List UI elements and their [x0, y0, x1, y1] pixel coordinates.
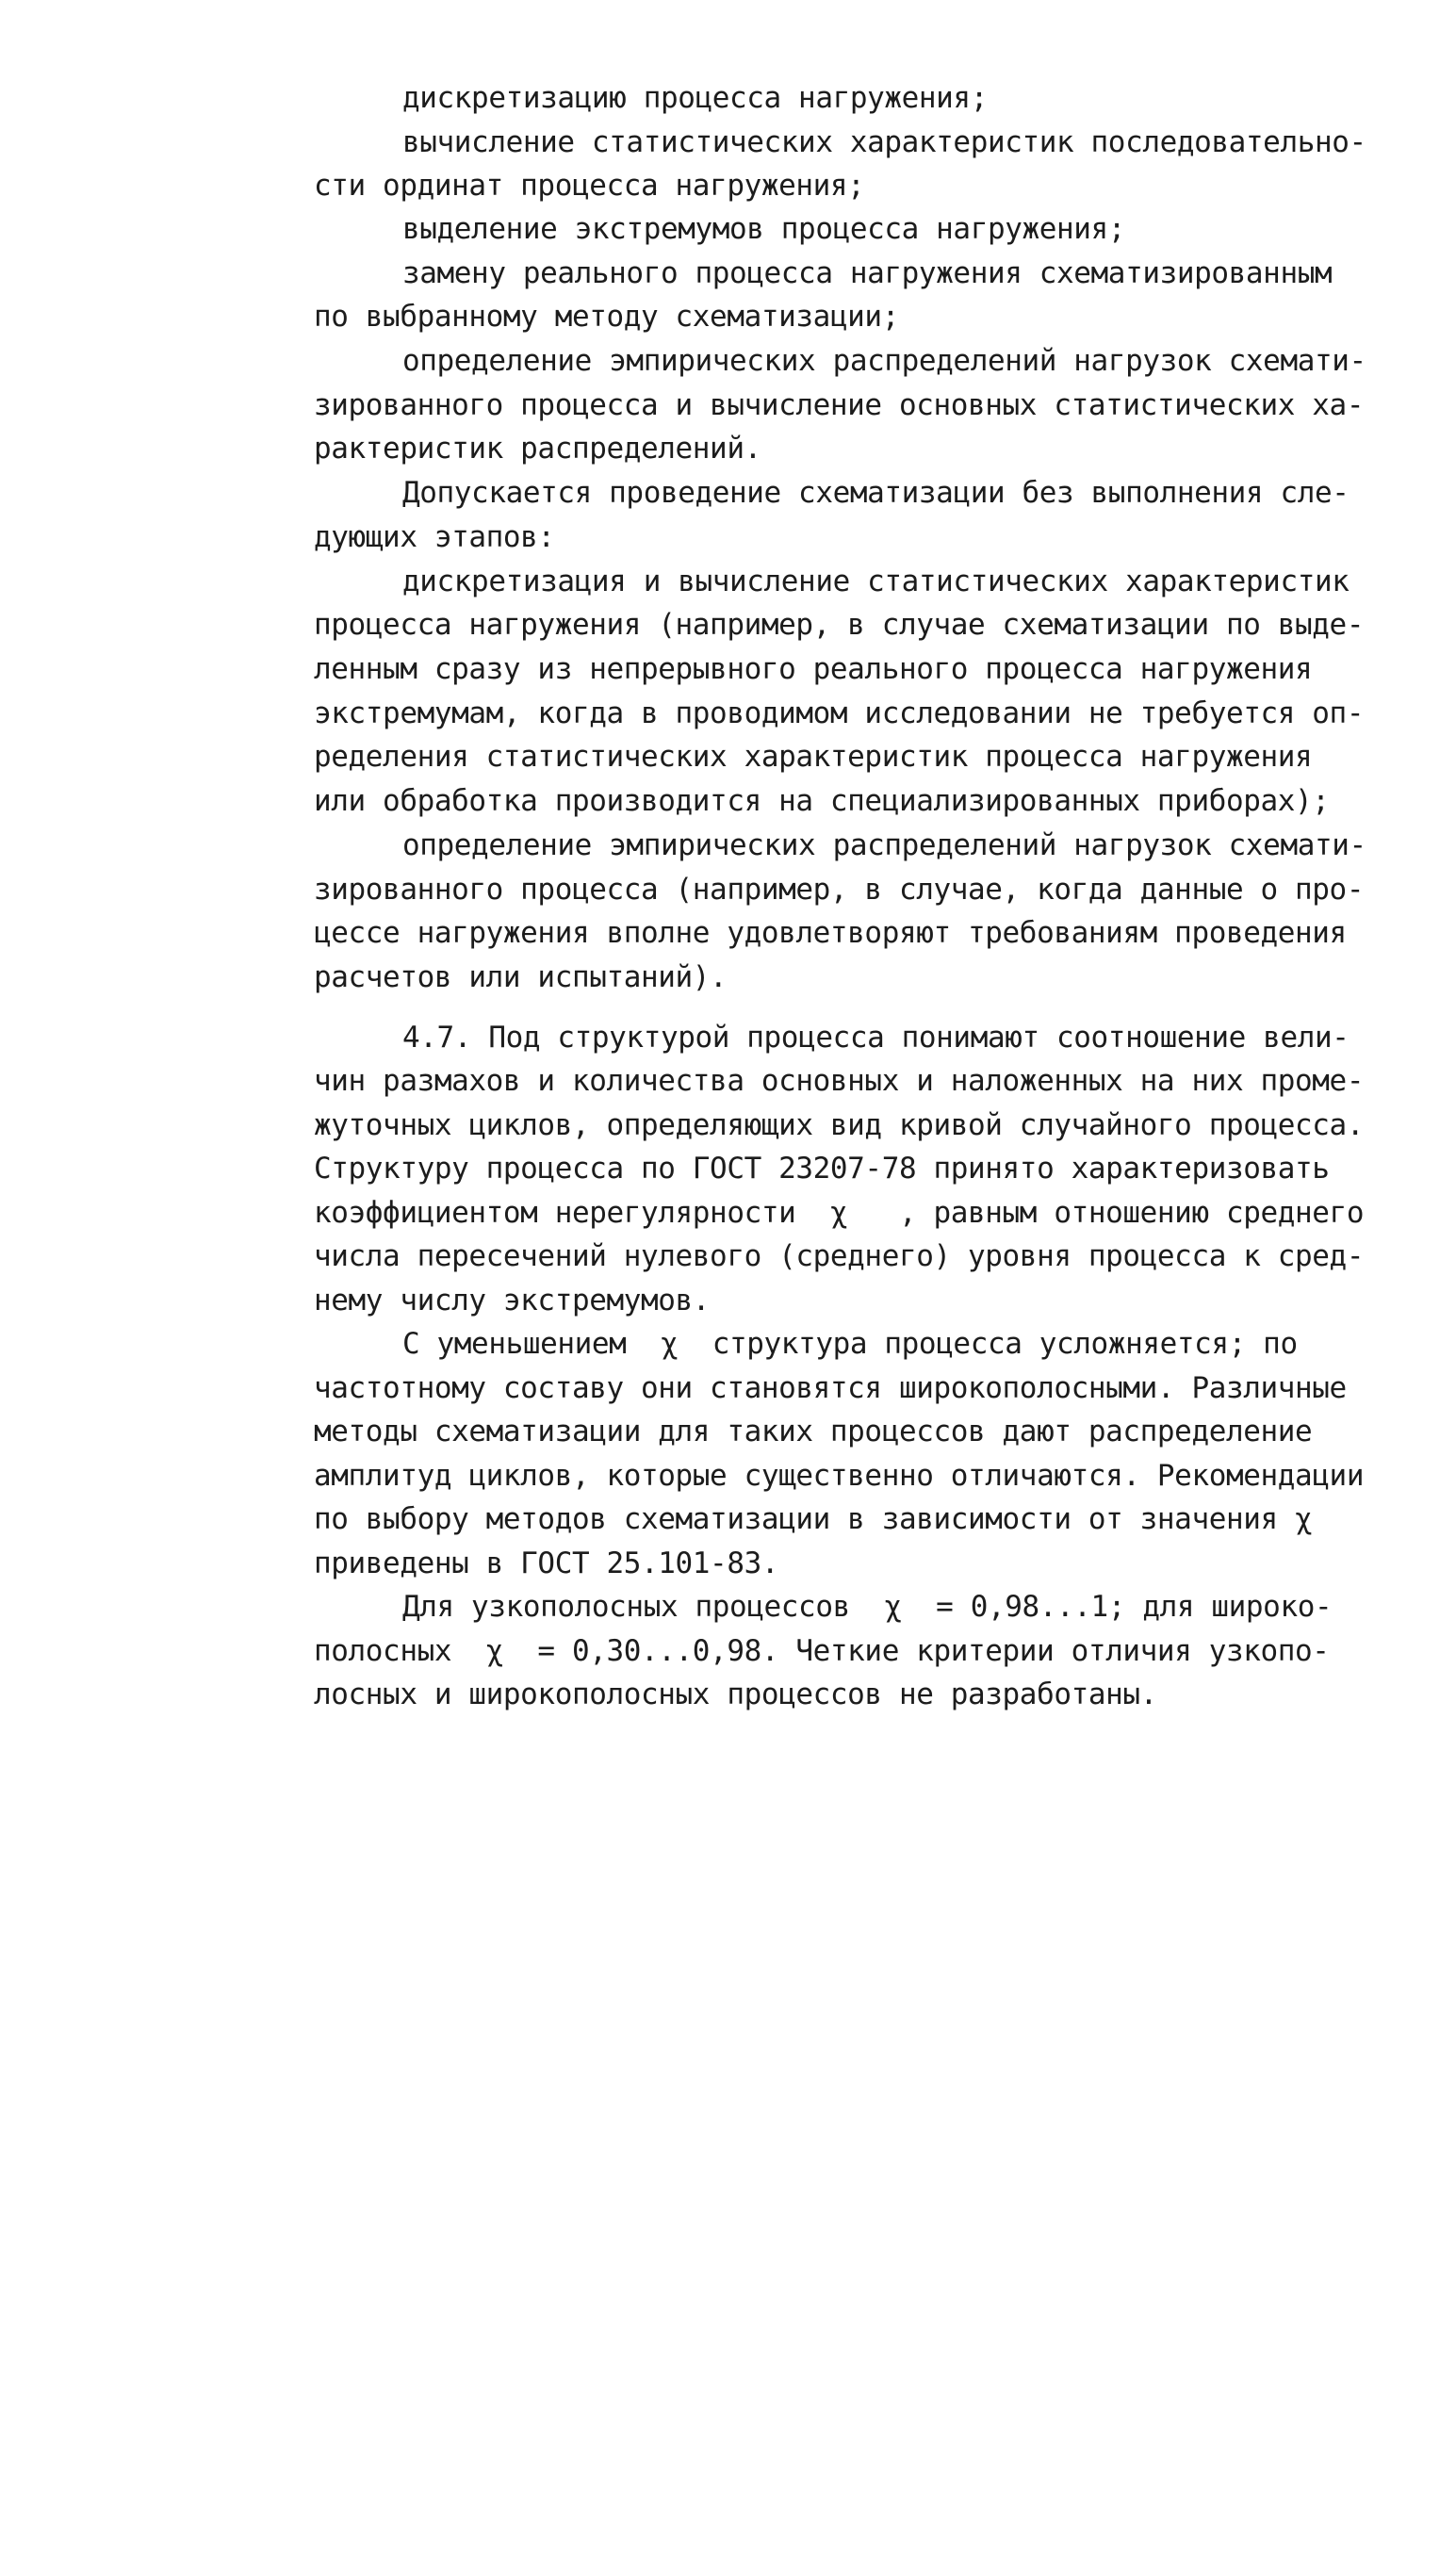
text-line: по выбору методов схематизации в зависимости от значения χ	[314, 1502, 1313, 1536]
text-line: расчетов или испытаний).	[314, 960, 728, 994]
text-line: дискретизацию процесса нагружения;	[402, 81, 988, 115]
text-line: частотному составу они становятся широкополосными. Различные	[314, 1371, 1347, 1405]
text-line: Структуру процесса по ГОСТ 23207-78 принято характеризовать	[314, 1152, 1330, 1186]
text-line: определение эмпирических распределений нагрузок схемати-	[402, 344, 1366, 378]
text-line: рактеристик распределений.	[314, 432, 761, 466]
text-line: по выбранному методу схематизации;	[314, 300, 899, 334]
text-line: приведены в ГОСТ 25.101-83.	[314, 1546, 779, 1580]
text-line: сти ординат процесса нагружения;	[314, 169, 865, 203]
text-line: амплитуд циклов, которые существенно отличаются. Рекомендации	[314, 1459, 1365, 1493]
text-line: выделение экстремумов процесса нагружения;	[402, 212, 1126, 246]
text-line: вычисление статистических характеристик последовательно-	[402, 125, 1366, 159]
text-line: жуточных циклов, определяющих вид кривой случайного процесса.	[314, 1108, 1365, 1142]
text-line: или обработка производится на специализированных приборах);	[314, 784, 1330, 818]
text-line: дискретизация и вычисление статистических характеристик	[402, 565, 1350, 598]
text-line: 4.7. Под структурой процесса понимают соотношение вели-	[402, 1021, 1350, 1055]
text-line: лосных и широкополосных процессов не разработаны.	[314, 1677, 1157, 1711]
text-line: цессе нагружения вполне удовлетворяют требованиям проведения	[314, 916, 1347, 950]
text-line: зированного процесса (например, в случае, когда данные о про-	[314, 873, 1365, 907]
text-line: методы схематизации для таких процессов дают распределение	[314, 1415, 1313, 1448]
text-line: С уменьшением χ структура процесса усложняется; по	[402, 1327, 1298, 1361]
text-line: ленным сразу из непрерывного реального процесса нагружения	[314, 652, 1313, 686]
text-line: зированного процесса и вычисление основных статистических ха-	[314, 388, 1365, 422]
text-line: Для узкополосных процессов χ = 0,98...1; для широко-	[402, 1590, 1333, 1624]
text-line: определение эмпирических распределений нагрузок схемати-	[402, 828, 1366, 862]
text-line: нему числу экстремумов.	[314, 1284, 711, 1317]
text-line: ределения статистических характеристик процесса нагружения	[314, 740, 1313, 774]
text-line: замену реального процесса нагружения схематизированным	[402, 256, 1333, 290]
text-line: Допускается проведение схематизации без выполнения сле-	[402, 476, 1350, 510]
text-line: коэффициентом нерегулярности χ , равным отношению среднего	[314, 1196, 1365, 1230]
text-line: экстремумам, когда в проводимом исследовании не требуется оп-	[314, 696, 1365, 730]
text-line: полосных χ = 0,30...0,98. Четкие критерии отличия узкопо-	[314, 1634, 1330, 1668]
text-line: процесса нагружения (например, в случае схематизации по выде-	[314, 608, 1365, 642]
text-line: чин размахов и количества основных и наложенных на них проме-	[314, 1064, 1365, 1098]
text-line: дующих этапов:	[314, 520, 555, 554]
text-line: числа пересечений нулевого (среднего) уровня процесса к сред-	[314, 1239, 1365, 1273]
